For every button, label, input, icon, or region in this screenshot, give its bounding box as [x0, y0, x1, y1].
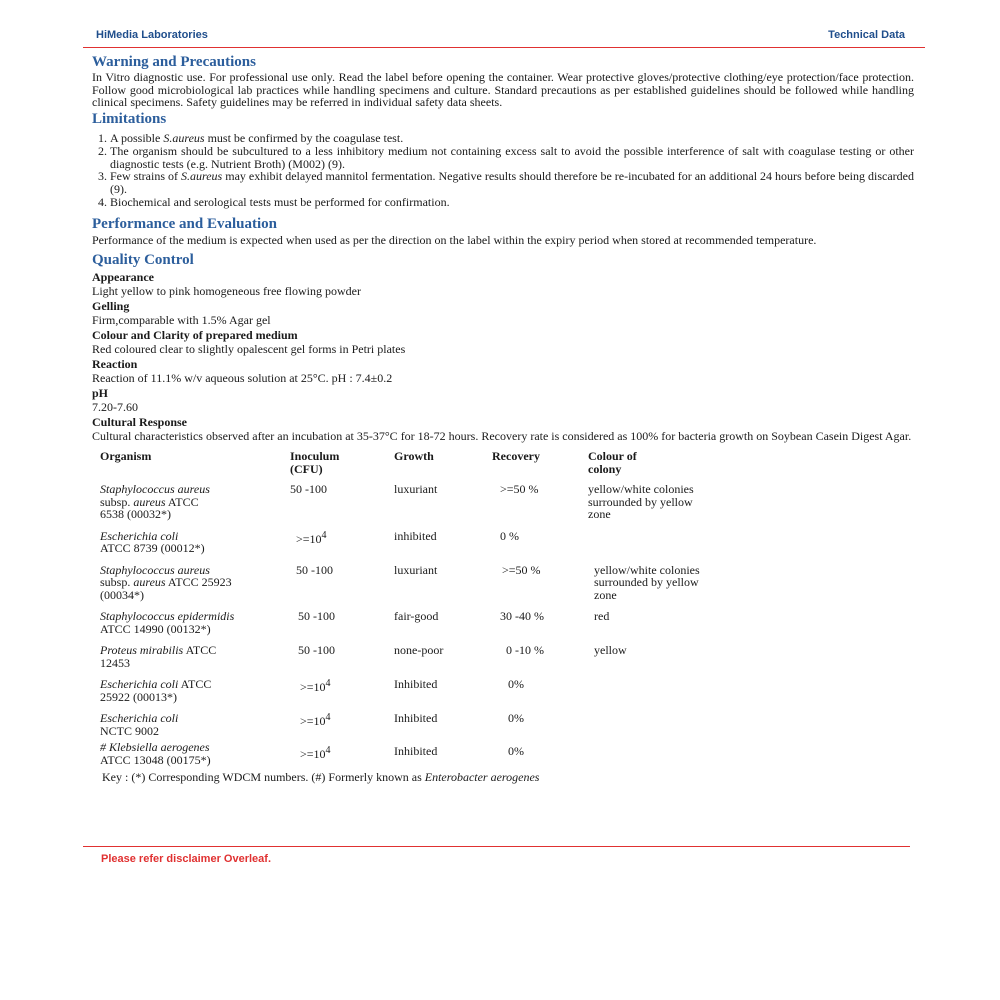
cell-organism: Staphylococcus aureus subsp. aureus ATCC 6538 (00032*) [100, 482, 210, 522]
cultural-response-text: Cultural characteristics observed after an incubation at 35-37°C for 18-72 hours. Recovery rate is considered as 100% for bacteria growth on Soybean Casein Digest Agar. [92, 429, 912, 444]
cell-colour [584, 739, 722, 768]
limitations-heading: Limitations [92, 111, 167, 128]
cell-recovery: 30 -40 % [500, 609, 544, 624]
cell-growth: luxuriant [394, 562, 438, 577]
cell-organism: Proteus mirabilis ATCC 12453 [100, 643, 217, 670]
header-doc-type: Technical Data [828, 29, 905, 41]
cell-organism: Staphylococcus epidermidis ATCC 14990 (00132*) [100, 609, 235, 636]
table-row [96, 528, 722, 562]
cell-inoculum: $>=10^4$ [300, 712, 331, 729]
colour-clarity-label: Colour and Clarity of prepared medium [92, 328, 298, 343]
cultural-response-label: Cultural Response [92, 415, 188, 430]
appearance-label: Appearance [92, 270, 154, 285]
document-body [92, 53, 914, 784]
cell-growth: Inhibited [394, 744, 438, 759]
header-company: HiMedia Laboratories [96, 29, 208, 41]
colour-clarity-value: Red coloured clear to slightly opalescent gel forms in Petri plates [92, 342, 406, 357]
performance-text: Performance of the medium is expected when used as per the direction on the label within the expiry period when stored at recommended temperature. [92, 233, 817, 248]
cell-growth: fair-good [394, 609, 439, 624]
cell-recovery: 0% [508, 711, 524, 726]
cell-colour [584, 710, 722, 739]
cell-growth: inhibited [394, 528, 437, 543]
cell-organism: Escherichia coli ATCC 8739 (00012*) [100, 528, 205, 556]
table-row [96, 642, 722, 676]
limitation-item: 1. A possible S.aureus must be confirmed by the coagulase test. [110, 132, 914, 145]
cell-recovery: >=50 % [500, 482, 539, 497]
cell-colour [584, 676, 722, 710]
table-row [96, 710, 722, 739]
table-key: Key : (*) Corresponding WDCM numbers. (#) Formerly known as Enterobacter aerogenes [102, 770, 540, 785]
gelling-value: Firm,comparable with 1.5% Agar gel [92, 313, 271, 328]
table-header-row [96, 447, 722, 481]
reaction-label: Reaction [92, 357, 138, 372]
cell-colour: red [594, 609, 610, 624]
cell-colour [584, 528, 722, 562]
cell-recovery: 0% [508, 744, 524, 759]
warning-heading: Warning and Precautions [92, 54, 256, 70]
cell-growth: Inhibited [394, 711, 438, 726]
table-row [96, 676, 722, 710]
appearance-value: Light yellow to pink homogeneous free flowing powder [92, 284, 361, 299]
warning-text: In Vitro diagnostic use. For professional use only. Read the label before opening the container. Wear protective gloves/protective clothing/eye protection/face protection. Follow good microbiological lab practices while handling specimens and culture. Standard precautions as per established guidelines should be followed while handling clinical specimens. Safety guidelines may be referred in individual safety data sheets. [92, 70, 914, 110]
cell-organism: Escherichia coli ATCC 25922 (00013*) [100, 677, 212, 704]
cell-inoculum: $>=10^4$ [300, 745, 331, 762]
cell-colour: yellow [594, 643, 627, 658]
limitation-item: 4. Biochemical and serological tests must be performed for confirmation. [110, 196, 914, 209]
cell-organism: Staphylococcus aureus subsp. aureus ATCC 25923 (00034*) [100, 562, 232, 602]
cell-inoculum: 50 -100 [296, 562, 333, 577]
qc-heading: Quality Control [92, 252, 194, 269]
table-row [96, 608, 722, 642]
ph-value: 7.20-7.60 [92, 400, 138, 415]
col-organism: Organism [100, 449, 152, 464]
col-recovery: Recovery [492, 449, 540, 464]
footer-rule [83, 846, 910, 847]
cell-colour: yellow/white colonies surrounded by yellow zone [594, 562, 700, 602]
table-row [96, 481, 722, 528]
cell-colour: yellow/white colonies surrounded by yellow zone [588, 482, 694, 522]
cell-inoculum: 50 -100 [298, 643, 335, 658]
cell-recovery: 0% [508, 677, 524, 692]
cell-recovery: 0 -10 % [506, 643, 544, 658]
reaction-value: Reaction of 11.1% w/v aqueous solution at 25°C. pH : 7.4±0.2 [92, 371, 393, 386]
cell-recovery: >=50 % [502, 562, 541, 577]
cell-recovery: 0 % [500, 528, 519, 543]
cell-inoculum: 50 -100 [290, 482, 327, 497]
cell-inoculum: $>=10^4$ [300, 678, 331, 695]
footer-disclaimer: Please refer disclaimer Overleaf. [101, 853, 271, 865]
col-growth: Growth [394, 449, 434, 464]
table-row [96, 739, 722, 768]
cultural-response-table [96, 447, 722, 768]
ph-label: pH [92, 386, 109, 401]
limitation-item: 3. Few strains of S.aureus may exhibit delayed mannitol fermentation. Negative results should therefore be re-incubated for an additional 24 hours before being discarded (9). [110, 170, 914, 195]
cell-growth: none-poor [394, 643, 444, 658]
cell-growth: luxuriant [394, 482, 438, 497]
table-row [96, 562, 722, 609]
cell-organism: Escherichia coli NCTC 9002 [100, 711, 179, 738]
header-rule [83, 47, 925, 48]
col-inoculum: Inoculum (CFU) [290, 449, 340, 477]
gelling-label: Gelling [92, 299, 130, 314]
col-colour: Colour of colony [588, 449, 637, 477]
cell-inoculum: $>=10^4$ [296, 529, 327, 546]
cell-growth: Inhibited [394, 677, 438, 692]
performance-heading: Performance and Evaluation [92, 216, 277, 233]
limitation-item: 2. The organism should be subcultured to a less inhibitory medium not containing excess salt to avoid the possible interference of salt with coagulase testing or other diagnostic tests (e.g. Nutrient Broth) (M002) (9). [110, 145, 914, 170]
limitations-list [92, 132, 914, 208]
cell-organism: # Klebsiella aerogenes ATCC 13048 (00175*) [100, 740, 211, 767]
cell-inoculum: 50 -100 [298, 609, 335, 624]
